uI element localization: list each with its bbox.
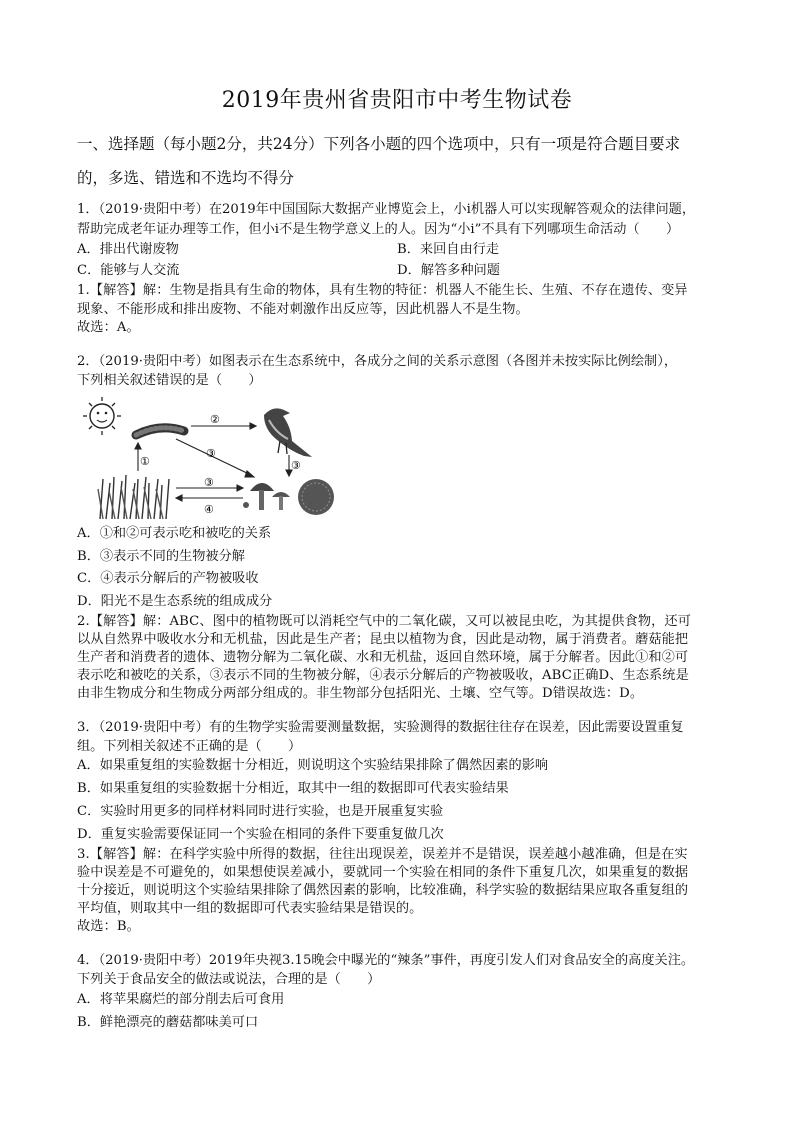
q3-option-b: B．如果重复组的实验数据十分相近，取其中一组的数据即可代表实验结果 — [77, 781, 509, 796]
q4-option-a: A．将苹果腐烂的部分削去后可食用 — [77, 992, 285, 1007]
q3-stem-line-2: 组。下列相关叙述不正确的是（ ） — [77, 739, 302, 754]
q2-answer-line-4: 表示吃和被吃的关系，③表示不同的生物被分解，④表示分解后的产物被吸收，ABC正确D、生态系统是 — [77, 668, 689, 683]
bird-icon — [264, 408, 312, 457]
mushroom-icon — [243, 483, 290, 510]
arrow-label-4: ④ — [204, 503, 214, 516]
q3-option-d: D．重复实验需要保证同一个实验在相同的条件下要重复做几次 — [77, 827, 444, 842]
q1-option-b: B．来回自由行走 — [397, 242, 500, 257]
q1-answer-line-3: 故选：A。 — [77, 320, 140, 335]
q4-stem-line-2: 下列关于食品安全的做法或说法，合理的是（ ） — [77, 972, 381, 987]
q3-answer-line-1: 3.【解答】解：在科学实验中所得的数据，往往出现误差，误差并不是错误，误差越小越准确，但是在实 — [77, 847, 688, 862]
q1-answer-line-1: 1.【解答】解：生物是指具有生命的物体，具有生物的特征：机器人不能生长、生殖、不存在遗传、变异 — [77, 283, 688, 298]
arrow-label-2: ② — [210, 413, 220, 426]
q2-stem-line-1: 2．（2019·贵阳中考）如图表示在生态系统中，各成分之间的关系示意图（各图并未按实际比例绘制）， — [77, 354, 678, 369]
q1-option-a: A．排出代谢废物 — [77, 242, 179, 257]
q4-stem-line-1: 4．（2019·贵阳中考）2019年央视3.15晚会中曝光的“辣条”事件，再度引发人们对食品安全的高度关注。 — [77, 953, 695, 968]
q3-option-a: A．如果重复组的实验数据十分相近，则说明这个实验结果排除了偶然因素的影响 — [77, 758, 549, 773]
arrow-label-1: ① — [140, 455, 150, 468]
q3-stem-line-1: 3．（2019·贵阳中考）有的生物学实验需要测量数据，实验测得的数据往往存在误差，因此需要设置重复 — [77, 720, 684, 735]
caterpillar-icon — [136, 428, 184, 435]
section-heading-line-2: 的，多选、错选和不选均不得分 — [77, 169, 295, 187]
arrow-label-3-lower: ③ — [204, 476, 214, 489]
q1-answer-line-2: 现象、不能形成和排出废物、不能对刺激作出反应等，因此机器人不是生物。 — [77, 302, 529, 317]
page-title: 2019年贵州省贵阳市中考生物试卷 — [221, 88, 573, 113]
q4-option-b: B．鲜艳漂亮的蘑菇都味美可口 — [77, 1015, 259, 1030]
q3-answer-line-2: 验中误差是不可避免的，如果想使误差减小，要就同一个实验在相同的条件下重复几次，如果重复的数据 — [77, 865, 689, 880]
ecosystem-diagram — [76, 393, 360, 521]
microorganism-icon — [298, 479, 334, 515]
q1-stem-line-1: 1．（2019·贵阳中考）在2019年中国国际大数据产业博览会上，小i机器人可以实现解答观众的法律问题， — [77, 202, 696, 217]
q2-stem-line-2: 下列相关叙述错误的是（ ） — [77, 373, 262, 388]
arrow-label-3-upper: ③ — [206, 447, 216, 460]
q3-answer-line-5: 故选：B。 — [77, 919, 140, 934]
q2-option-c: C．④表示分解后的产物被吸收 — [77, 571, 259, 586]
q2-option-b: B．③表示不同的生物被分解 — [77, 549, 245, 564]
q2-answer-line-2: 以从自然界中吸收水分和无机盐，因此是生产者；昆虫以植物为食，因此是动物，属于消费者。蘑菇能把 — [77, 632, 689, 647]
q3-answer-line-4: 平均值，则取其中一组的数据即可代表实验结果是错误的。 — [77, 901, 423, 916]
q2-answer-line-1: 2.【解答】解：ABC、图中的植物既可以消耗空气中的二氧化碳，又可以被昆虫吃，为其提供食物，还可 — [77, 614, 691, 629]
q2-option-d: D．阳光不是生态系统的组成成分 — [77, 594, 273, 609]
sun-icon — [83, 397, 121, 435]
arrow-label-3-right: ③ — [291, 459, 301, 472]
grass-icon — [98, 475, 169, 519]
q3-answer-line-3: 十分接近，则说明这个实验结果排除了偶然因素的影响，比较准确，科学实验的数据结果应取各重复组的 — [77, 883, 689, 898]
q2-answer-line-3: 生产者和消费者的遗体、遗物分解为二氧化碳、水和无机盐，返回自然环境，属于分解者。因此①和②可 — [77, 650, 689, 665]
q1-stem-line-2: 帮助完成老年证办理等工作，但小i不是生物学意义上的人。因为“小i”不具有下列哪项生命活动（ ） — [77, 222, 680, 237]
section-heading-line-1: 一、选择题（每小题2分，共24分）下列各小题的四个选项中，只有一项是符合题目要求 — [77, 135, 681, 153]
q3-option-c: C．实验时用更多的同样材料同时进行实验，也是开展重复实验 — [77, 804, 444, 819]
q2-option-a: A．①和②可表示吃和被吃的关系 — [77, 526, 272, 541]
q1-option-d: D．解答多种问题 — [397, 263, 500, 278]
q1-option-c: C．能够与人交流 — [77, 263, 180, 278]
q2-answer-line-5: 由非生物成分和生物成分两部分组成的。非生物部分包括阳光、土壤、空气等。D错误故选：D。 — [77, 686, 644, 701]
